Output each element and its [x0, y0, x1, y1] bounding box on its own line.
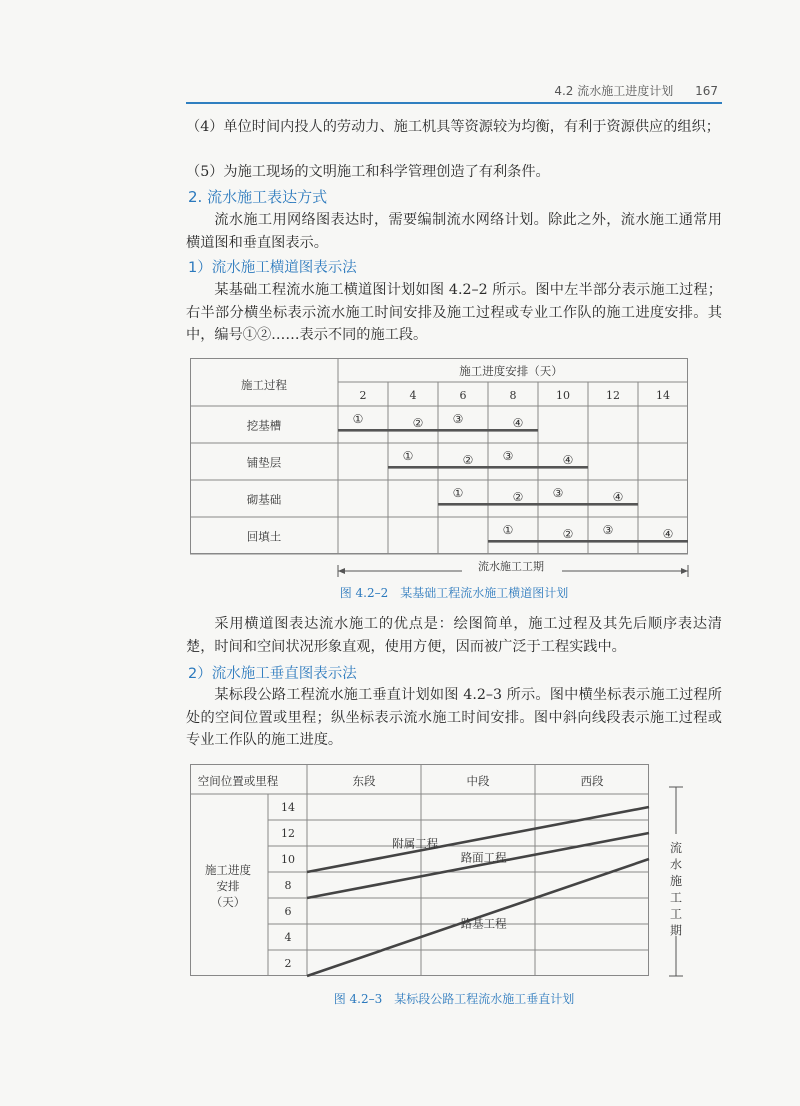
gantt-bar [488, 466, 538, 469]
paragraph-vertical-desc: 某标段公路工程流水施工垂直计划如图 4.2–3 所示。图中横坐标表示施工过程所处的空间位置或里程；纵坐标表示流水施工时间安排。图中斜向线段表示施工过程或专业工作队的施工进度。 [186, 687, 722, 748]
vertical-ylabel-line: 施工进度 [205, 863, 251, 877]
gantt-task-label: 回填土 [246, 529, 282, 544]
gantt-segment-label: ③ [502, 449, 514, 463]
vertical-duration-char: 工 [669, 907, 683, 921]
paragraph-intro: 流水施工用网络图表达时，需要编制流水网络计划。除此之外，流水施工通常用横道图和垂直图表示。 [186, 212, 722, 251]
vertical-y-tick: 2 [284, 957, 292, 970]
gantt-day-tick: 10 [556, 389, 570, 402]
subheading-gantt: 1）流水施工横道图表示法 [188, 260, 357, 276]
vertical-duration-char: 工 [669, 890, 683, 905]
gantt-bar [488, 540, 538, 543]
vertical-caption: 图 4.2–3 某标段公路工程流水施工垂直计划 [333, 992, 575, 1006]
vertical-line-label: 附属工程 [392, 836, 439, 851]
page-number: 167 [695, 84, 718, 98]
gantt-segment-label: ④ [612, 490, 624, 504]
gantt-bar [388, 466, 438, 469]
vertical-frame [191, 765, 649, 976]
gantt-col-header: 施工过程 [241, 378, 287, 392]
gantt-day-tick: 12 [606, 389, 620, 402]
paragraph-gantt-desc: 某基础工程流水施工横道图计划如图 4.2–2 所示。图中左半部分表示施工过程；右半部分横坐标表示流水施工时间安排及施工过程或专业工作队的施工进度安排。其中，编号①②……表示不同的施工段。 [186, 282, 722, 343]
gantt-day-tick: 4 [409, 389, 417, 402]
vertical-duration-char: 流 [669, 841, 683, 855]
gantt-segment-label: ④ [662, 527, 674, 541]
gantt-bar [538, 503, 588, 506]
vertical-duration-char: 期 [669, 923, 683, 938]
gantt-segment-label: ② [412, 416, 424, 430]
gantt-segment-label: ④ [562, 453, 574, 467]
gantt-task-label: 砌基础 [246, 492, 282, 507]
gantt-segment-label: ③ [452, 412, 464, 426]
gantt-duration-label: 流水施工工期 [478, 560, 544, 573]
vertical-ylabel-line: 安排 [216, 879, 240, 893]
section-heading: 2. 流水施工表达方式 [188, 188, 328, 206]
vertical-chart [190, 764, 690, 984]
vertical-section-label: 中段 [466, 774, 490, 788]
gantt-day-tick: 14 [656, 389, 670, 402]
running-header [536, 82, 718, 99]
gantt-segment-label: ② [462, 453, 474, 467]
gantt-segment-label: ④ [512, 416, 524, 430]
paragraph-item-4: （4）单位时间内投人的劳动力、施工机具等资源较为均衡，有利于资源供应的组织； [186, 119, 720, 135]
gantt-segment-label: ② [562, 527, 574, 541]
gantt-day-tick: 8 [509, 389, 517, 402]
vertical-progress-line [307, 833, 649, 898]
vertical-line-label: 路面工程 [460, 850, 507, 865]
gantt-task-label: 挖基槽 [246, 418, 282, 433]
vertical-y-tick: 10 [281, 853, 295, 866]
vertical-y-tick: 12 [281, 827, 295, 840]
gantt-segment-label: ② [512, 490, 524, 504]
paragraph-gantt-advantage: 采用横道图表达流水施工的优点是：绘图简单，施工过程及其先后顺序表达清楚，时间和空间状况形象直观，使用方便，因而被广泛于工程实践中。 [186, 616, 722, 655]
gantt-bar [438, 429, 488, 432]
gantt-bar [438, 503, 488, 506]
vertical-y-tick: 8 [284, 879, 292, 892]
vertical-section-label: 西段 [580, 774, 604, 788]
gantt-dim-arrow-right [681, 568, 688, 574]
vertical-ylabel-line: （天） [210, 895, 246, 909]
vertical-line-label: 路基工程 [460, 916, 507, 931]
gantt-segment-label: ③ [552, 486, 564, 500]
vertical-duration-char: 施 [669, 874, 683, 888]
vertical-corner-header: 空间位置或里程 [197, 774, 279, 788]
gantt-bar [338, 429, 388, 432]
gantt-segment-label: ① [352, 412, 364, 426]
paragraph-item-5: （5）为施工现场的文明施工和科学管理创造了有利条件。 [186, 164, 550, 180]
vertical-section-label: 东段 [352, 774, 376, 788]
gantt-chart [190, 358, 690, 580]
vertical-y-tick: 14 [281, 801, 295, 814]
subheading-vertical: 2）流水施工垂直图表示法 [188, 666, 357, 682]
gantt-segment-label: ① [452, 486, 464, 500]
gantt-segment-label: ① [402, 449, 414, 463]
vertical-y-tick: 6 [284, 905, 292, 918]
gantt-dim-arrow-left [338, 568, 345, 574]
gantt-bar [588, 540, 638, 543]
gantt-segment-label: ① [502, 523, 514, 537]
gantt-task-label: 铺垫层 [246, 455, 282, 470]
gantt-schedule-header: 施工进度安排（天） [459, 364, 563, 378]
gantt-day-tick: 6 [459, 389, 467, 402]
gantt-day-tick: 2 [359, 389, 367, 402]
gantt-segment-label: ③ [602, 523, 614, 537]
gantt-caption: 图 4.2–2 某基础工程流水施工横道图计划 [339, 586, 569, 600]
header-rule [186, 102, 722, 104]
vertical-y-tick: 4 [284, 931, 292, 944]
vertical-duration-char: 水 [669, 857, 683, 872]
header-section: 4.2 流水施工进度计划 [554, 84, 674, 98]
